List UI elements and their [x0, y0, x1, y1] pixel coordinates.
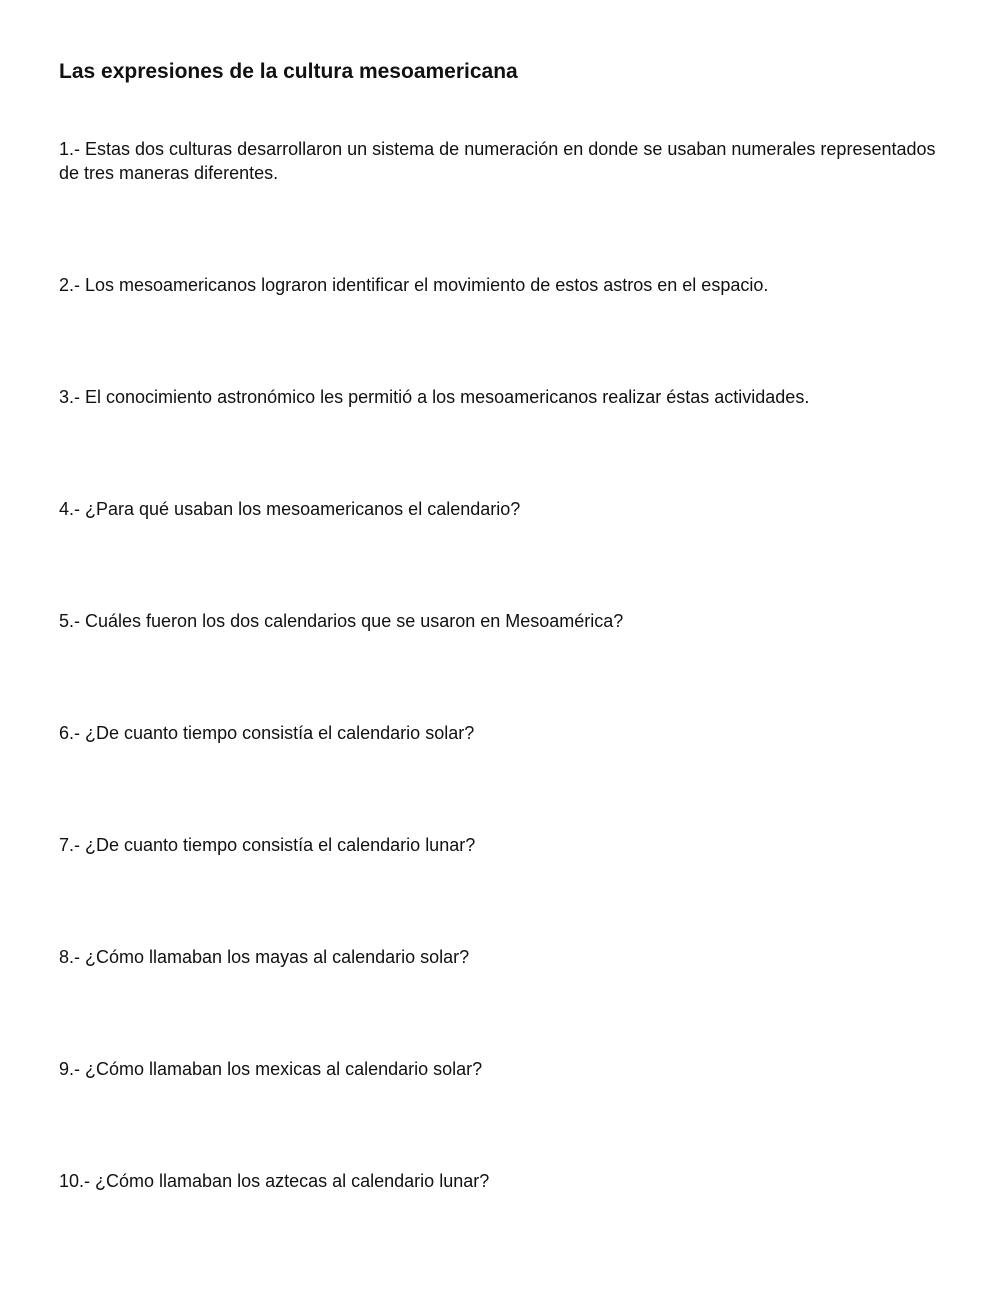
question-3: 3.- El conocimiento astronómico les permitió a los mesoamericanos realizar éstas actividades.: [59, 387, 810, 407]
question-9: 9.- ¿Cómo llamaban los mexicas al calendario solar?: [59, 1059, 483, 1079]
question-6: 6.- ¿De cuanto tiempo consistía el calendario solar?: [59, 723, 475, 743]
question-5: 5.- Cuáles fueron los dos calendarios que se usaron en Mesoamérica?: [59, 611, 624, 631]
page-title: Las expresiones de la cultura mesoamericana: [59, 60, 518, 83]
question-10: 10.- ¿Cómo llamaban los aztecas al calendario lunar?: [59, 1171, 490, 1191]
question-2: 2.- Los mesoamericanos lograron identificar el movimiento de estos astros en el espacio.: [59, 275, 769, 295]
question-7: 7.- ¿De cuanto tiempo consistía el calendario lunar?: [59, 835, 476, 855]
question-1: 1.- Estas dos culturas desarrollaron un sistema de numeración en donde se usaban numerales representados de tres maneras diferentes.: [59, 139, 936, 183]
question-8: 8.- ¿Cómo llamaban los mayas al calendario solar?: [59, 947, 470, 967]
question-4: 4.- ¿Para qué usaban los mesoamericanos el calendario?: [59, 499, 521, 519]
